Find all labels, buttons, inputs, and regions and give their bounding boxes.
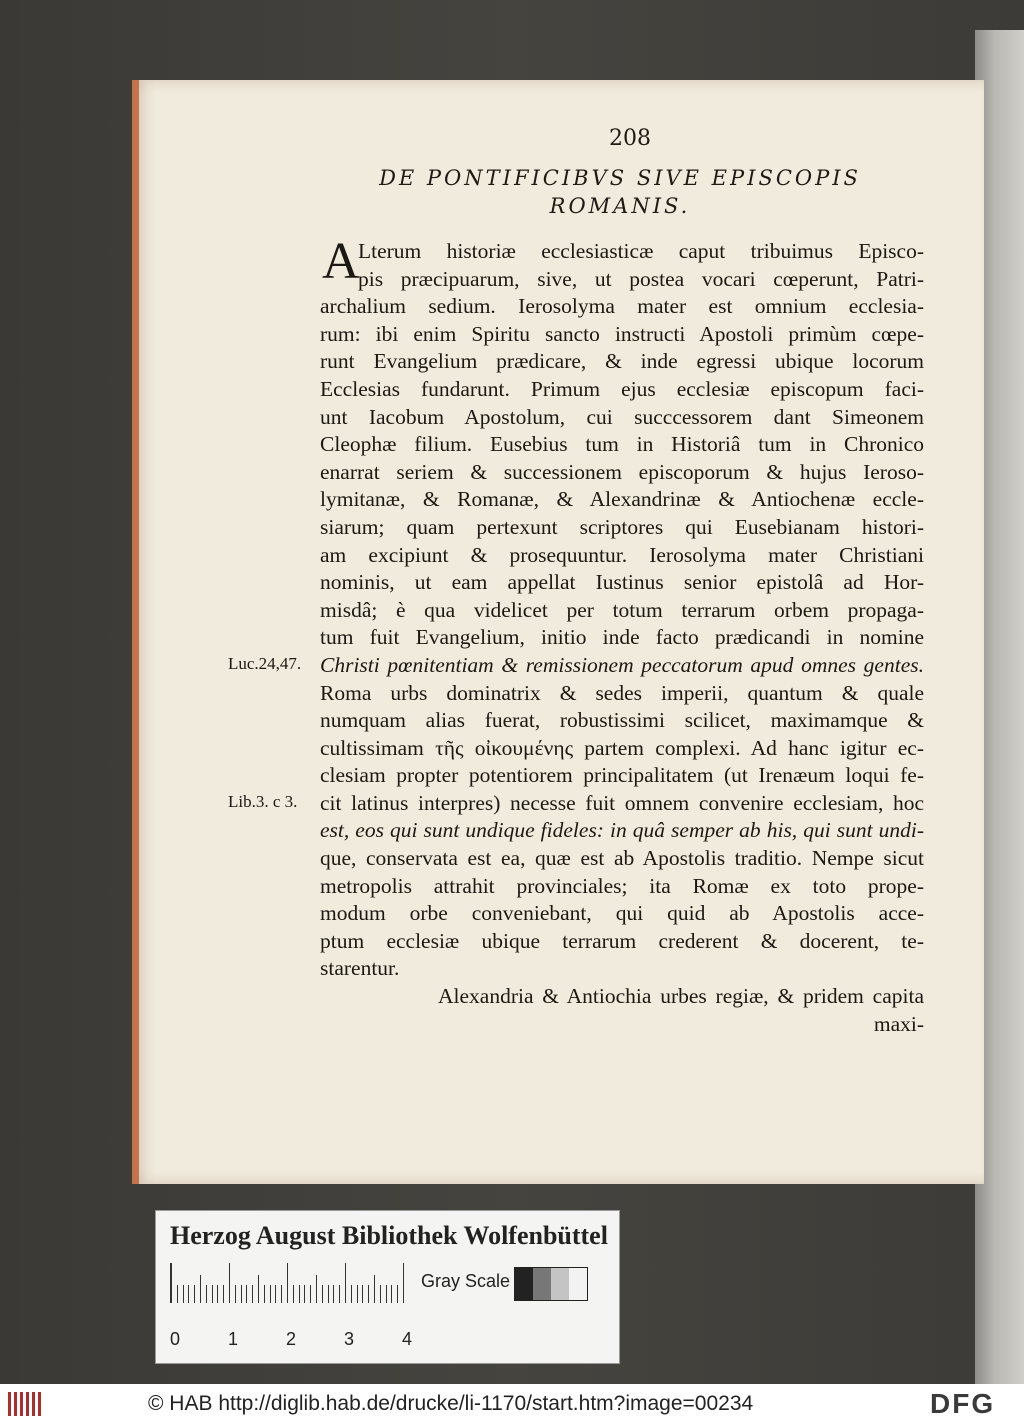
ruler-number: 3: [343, 1329, 355, 1349]
ruler-tick: [177, 1285, 178, 1303]
text-line: nominis, ut eam appellat Iustinus senior epistolâ ad Hor-: [320, 570, 924, 595]
ruler-tick: [287, 1263, 288, 1303]
hab-logo-icon: [8, 1392, 42, 1416]
text-line: modum orbe conveniebant, qui quid ab Apostolis acce-: [320, 901, 924, 926]
text-line: misdâ; è qua videlicet per totum terrarum orbem propaga-: [320, 597, 924, 622]
ruler-tick: [229, 1263, 230, 1303]
text-line: metropolis attrahit provinciales; ita Romæ ex toto prope-: [320, 873, 924, 898]
ruler-tick: [339, 1285, 340, 1303]
text-line: am excipiunt & prosequuntur. Ierosolyma mater Christiani: [320, 542, 924, 567]
ruler-tick: [183, 1285, 184, 1303]
dfg-logo: DFG: [930, 1388, 996, 1419]
text-line: pis præcipuarum, sive, ut postea vocari cœperunt, Patri-: [358, 266, 924, 291]
ruler-tick: [316, 1275, 317, 1303]
ruler-tick: [403, 1263, 404, 1303]
ruler-tick: [322, 1285, 323, 1303]
page-heading: [300, 164, 940, 220]
ruler-tick: [391, 1285, 392, 1303]
ruler-tick: [223, 1285, 224, 1303]
ruler-tick: [357, 1285, 358, 1303]
text-line: cultissimam τῆς οἰκουμένης partem complexi. Ad hanc igitur ec-: [320, 735, 924, 760]
text-line: Roma urbs dominatrix & sedes imperii, quantum & quale: [320, 680, 924, 705]
ruler-tick: [200, 1275, 201, 1303]
text-line: que, conservata est ea, quæ est ab Apostolis traditio. Nempe sicut: [320, 846, 924, 871]
ruler-scale: [170, 1263, 409, 1303]
ruler-numbers: [170, 1329, 430, 1351]
ruler-tick: [275, 1285, 276, 1303]
ruler-tick: [345, 1263, 346, 1303]
body-text: [320, 233, 924, 1038]
text-line: est, eos qui sunt undique fideles: in quâ semper ab his, qui sunt undi-: [320, 818, 924, 843]
ruler-tick: [264, 1285, 265, 1303]
text-line: numquam alias fuerat, robustissimi scilicet, maximamque &: [320, 708, 924, 733]
ruler-tick: [310, 1285, 311, 1303]
footer-bar: [0, 1384, 1024, 1424]
text-line: tum fuit Evangelium, initio inde facto prædicandi in nomine: [320, 625, 924, 650]
ruler-tick: [362, 1285, 363, 1303]
text-line: lymitanæ, & Romanæ, & Alexandrinæ & Antiochenæ eccle-: [320, 487, 924, 512]
gray-scale-swatches: [514, 1267, 588, 1301]
gray-swatch: [551, 1268, 569, 1300]
library-name: Herzog August Bibliothek Wolfenbüttel: [170, 1221, 608, 1250]
text-line: Cleophæ filium. Eusebius tum in Historiâ tum in Chronico: [320, 432, 924, 457]
ruler-tick: [270, 1285, 271, 1303]
text-line: runt Evangelium prædicare, & inde egressi ubique locorum: [320, 349, 924, 374]
text-line: Ecclesias fundarunt. Primum ejus ecclesiæ episcopum faci-: [320, 376, 924, 401]
ruler-tick: [351, 1285, 352, 1303]
ruler-tick: [235, 1285, 236, 1303]
ruler-number: 4: [401, 1329, 413, 1349]
heading-line-2: ROMANIS.: [549, 194, 691, 218]
copyright-link[interactable]: © HAB http://diglib.hab.de/drucke/li-1170/start.htm?image=00234: [148, 1392, 754, 1415]
ruler-tick: [252, 1285, 253, 1303]
text-line: Christi pœnitentiam & remissionem peccatorum apud omnes gentes.: [320, 652, 924, 677]
page-red-edge: [132, 80, 139, 1184]
ruler-tick: [368, 1285, 369, 1303]
text-line: rum: ibi enim Spiritu sancto instructi Apostoli primùm cœpe-: [320, 321, 924, 346]
heading-line-1: DE PONTIFICIBVS SIVE EPISCOPIS: [379, 166, 861, 190]
text-line: unt Iacobum Apostolum, cui succcessorem dant Simeonem: [320, 404, 924, 429]
ruler-tick: [380, 1285, 381, 1303]
ruler-tick: [194, 1285, 195, 1303]
catchword: maxi-: [873, 1011, 924, 1036]
gray-swatch: [515, 1268, 533, 1300]
text-line: ptum ecclesiæ ubique terrarum crederent & docerent, te-: [320, 928, 924, 953]
margin-note: Lib.3. c 3.: [228, 792, 298, 811]
ruler-tick: [386, 1285, 387, 1303]
ruler-tick: [304, 1285, 305, 1303]
page-number: 208: [609, 126, 651, 151]
text-line: clesiam propter potentiorem principalitatem (ut Irenæum loqui fe-: [320, 763, 924, 788]
drop-capital: A: [322, 233, 360, 290]
margin-note: Luc.24,47.: [228, 654, 302, 673]
ruler-number: 1: [227, 1329, 239, 1349]
ruler-tick: [333, 1285, 334, 1303]
text-line: starentur.: [320, 956, 400, 981]
ruler-tick: [188, 1285, 189, 1303]
text-line: archalium sedium. Ierosolyma mater est omnium ecclesia-: [320, 294, 924, 319]
text-line: Lterum historiæ ecclesiasticæ caput tribuimus Episco-: [358, 239, 924, 263]
ruler-number: 2: [285, 1329, 297, 1349]
ruler-tick: [328, 1285, 329, 1303]
ruler-tick: [281, 1285, 282, 1303]
color-scale-card: [155, 1210, 620, 1364]
ruler-tick: [293, 1285, 294, 1303]
ruler-number: 0: [169, 1329, 181, 1349]
text-line: siarum; quam pertexunt scriptores qui Eusebianam histori-: [320, 514, 924, 539]
gray-scale-label: Gray Scale: [421, 1271, 511, 1291]
ruler-tick: [171, 1263, 172, 1303]
ruler-tick: [374, 1275, 375, 1303]
text-line: Alexandria & Antiochia urbes regiæ, & pridem capita: [438, 984, 924, 1009]
ruler-tick: [212, 1285, 213, 1303]
text-line: cit latinus interpres) necesse fuit omnem convenire ecclesiam, hoc: [320, 790, 924, 815]
ruler-tick: [299, 1285, 300, 1303]
ruler-tick: [206, 1285, 207, 1303]
ruler-tick: [241, 1285, 242, 1303]
gray-swatch: [569, 1268, 587, 1300]
text-line: enarrat seriem & successionem episcoporum & hujus Ieroso-: [320, 459, 924, 484]
ruler-tick: [217, 1285, 218, 1303]
gray-swatch: [533, 1268, 551, 1300]
ruler-tick: [246, 1285, 247, 1303]
ruler-tick: [258, 1275, 259, 1303]
ruler-tick: [397, 1285, 398, 1303]
